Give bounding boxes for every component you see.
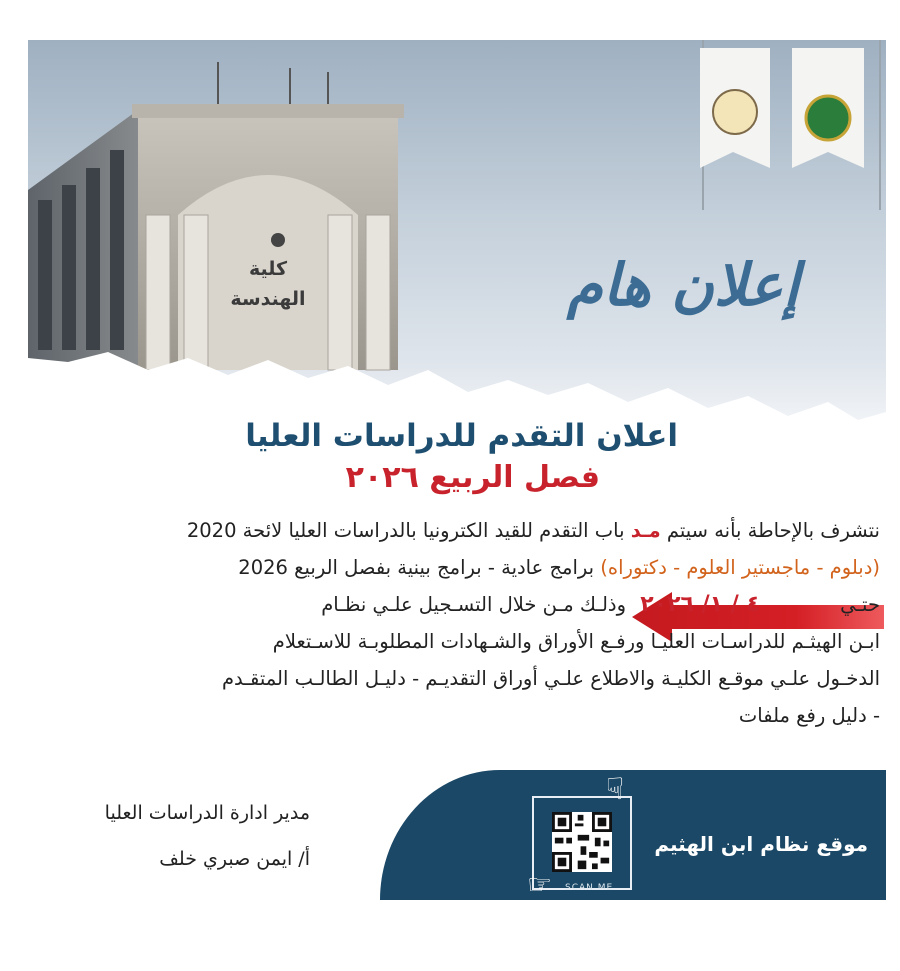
calligraphy-important-announcement: إعلان هام: [566, 251, 800, 319]
announcement-title: اعلان التقدم للدراسات العليا: [245, 418, 678, 454]
signature-block: [105, 790, 310, 882]
scan-me-label: SCAN ME: [565, 883, 614, 893]
body-line-3-end: وذلـك مـن خلال التسـجيل علـي نظـام: [321, 593, 633, 616]
body-line-1-end: باب التقدم للقيد الكترونيا بالدراسات العليا لائحة 2020: [186, 519, 631, 542]
hero-illustration: [28, 40, 886, 470]
body-line-6: - دليل رفع ملفات: [738, 704, 880, 727]
body-line-3: [20, 586, 880, 623]
extension-word: مـد: [630, 519, 661, 542]
qr-site-label[interactable]: موقع نظام ابن الهثيم: [654, 832, 868, 856]
building-label-line1: كلية: [248, 258, 288, 280]
body-line-2-end: برامج عادية - برامج بينية بفصل الربيع 2026: [238, 556, 601, 579]
signature-title: مدير ادارة الدراسات العليا: [104, 802, 310, 824]
body-line-5: الدخـول علـي موقـع الكليـة والاطلاع علـي أوراق التقديـم - دليـل الطالـب المتقـدم: [221, 667, 880, 690]
body-line-4: ابـن الهيثـم للدراسـات العليـا ورفـع الأوراق والشـهادات المطلوبـة للاسـتعلام: [272, 630, 880, 653]
hero-banner: [28, 40, 886, 470]
qr-code-icon[interactable]: [552, 812, 612, 872]
body-line-1-start: نتشرف بالإحاطة بأنه سيتم: [660, 519, 880, 542]
faculty-emblem-icon: [271, 233, 285, 247]
pointing-hand-right-icon: ☞: [527, 868, 553, 901]
roof-antennas: [218, 62, 328, 104]
announcement-body: [20, 512, 880, 734]
engineering-faculty-logo-icon: [713, 90, 757, 134]
signature-name: أ/ ايمن صبري خلف: [159, 848, 310, 870]
qr-panel[interactable]: [380, 770, 886, 900]
body-line-2: [20, 549, 880, 586]
degree-list: (دبلوم - ماجستير العلوم - دكتوراه): [600, 556, 880, 579]
pointing-hand-down-icon: ☟: [606, 772, 625, 807]
until-word: حتـي: [833, 593, 880, 616]
deadline-date: ٤ / ١/ ٢٠٢٦: [640, 592, 760, 617]
building-label-line2: الهندسة: [230, 288, 306, 310]
building-cornice: [132, 104, 404, 118]
university-logo-icon: [806, 96, 850, 140]
semester-subtitle: فصل الربيع ٢٠٢٦: [345, 460, 600, 495]
body-line-1: [20, 512, 880, 549]
